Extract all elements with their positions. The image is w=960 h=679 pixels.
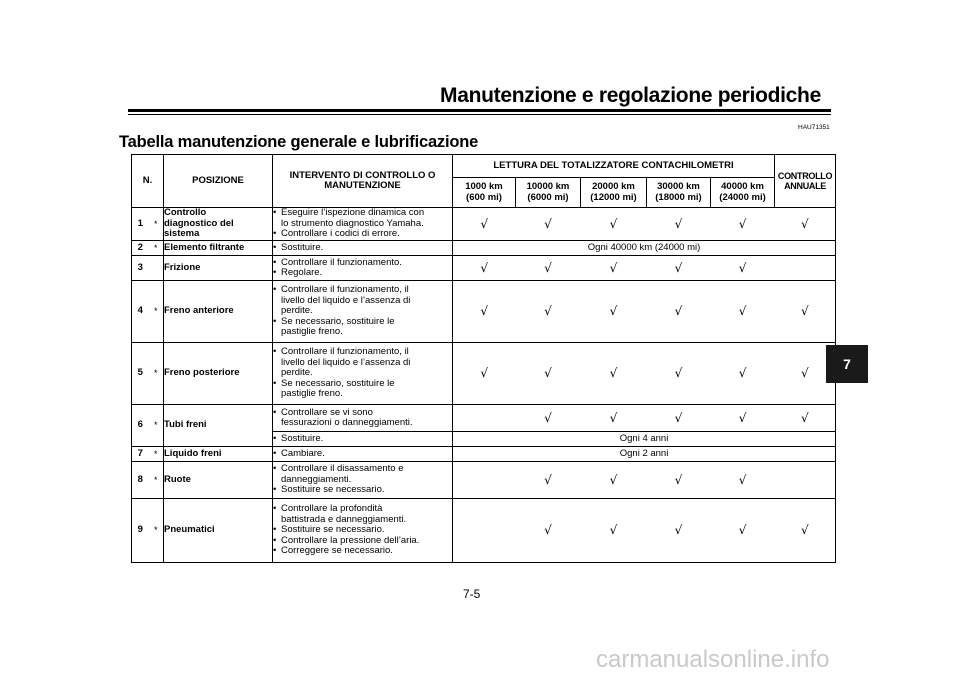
interval-span: Ogni 40000 km (24000 mi) bbox=[453, 241, 836, 256]
check-mark: √ bbox=[711, 208, 775, 241]
row-number: 6 bbox=[132, 405, 149, 447]
header-odo-4 bbox=[711, 178, 775, 208]
bullet-icon: • bbox=[273, 315, 277, 327]
action-line bbox=[273, 434, 452, 445]
action-text: Cambiare. bbox=[281, 447, 325, 459]
action-cell bbox=[273, 432, 453, 447]
check-mark: √ bbox=[647, 499, 711, 563]
bullet-icon bbox=[273, 358, 281, 369]
header-odo-km: 1000 km bbox=[465, 181, 503, 192]
action-text: lo strumento diagnostico Yamaha. bbox=[281, 217, 424, 229]
bullet-icon: • bbox=[273, 228, 277, 240]
row-position bbox=[164, 241, 273, 256]
empty-mark bbox=[775, 256, 836, 281]
bullet-icon: • bbox=[273, 447, 277, 459]
action-cell bbox=[273, 281, 453, 343]
table-row bbox=[132, 499, 836, 563]
bullet-icon bbox=[273, 296, 281, 307]
empty-mark bbox=[453, 462, 516, 499]
action-text: battistrada e danneggiamenti. bbox=[281, 513, 407, 525]
action-text: Se necessario, sostituire le bbox=[281, 315, 395, 327]
row-position bbox=[164, 343, 273, 405]
action-cell bbox=[273, 462, 453, 499]
check-mark: √ bbox=[516, 462, 581, 499]
position-line: Controllo bbox=[164, 207, 207, 219]
action-text: perdite. bbox=[281, 367, 313, 379]
header-n: N. bbox=[132, 155, 164, 208]
check-mark: √ bbox=[516, 343, 581, 405]
row-star: * bbox=[149, 208, 164, 241]
position-line: Liquido freni bbox=[164, 447, 222, 459]
position-line: Frizione bbox=[164, 261, 201, 273]
bullet-icon: • bbox=[273, 346, 277, 358]
row-star: * bbox=[149, 343, 164, 405]
action-text: Controllare il funzionamento. bbox=[281, 256, 402, 268]
action-text: livello del liquido e l’assenza di bbox=[281, 356, 411, 368]
check-mark: √ bbox=[647, 405, 711, 432]
chapter-tab: 7 bbox=[826, 345, 868, 383]
bullet-icon bbox=[273, 389, 281, 400]
check-mark: √ bbox=[581, 281, 647, 343]
bullet-icon: • bbox=[273, 241, 277, 253]
position-line: sistema bbox=[164, 228, 200, 240]
action-text: Se necessario, sostituire le bbox=[281, 377, 395, 389]
table-row bbox=[132, 241, 836, 256]
header-posizione: POSIZIONE bbox=[164, 155, 273, 208]
action-cell bbox=[273, 256, 453, 281]
check-mark: √ bbox=[581, 256, 647, 281]
action-line bbox=[273, 485, 452, 496]
check-mark: √ bbox=[775, 343, 836, 405]
row-position bbox=[164, 405, 273, 447]
action-text: Controllare se vi sono bbox=[281, 406, 373, 418]
position-line: Ruote bbox=[164, 473, 191, 485]
action-cell bbox=[273, 405, 453, 432]
position-line: Freno anteriore bbox=[164, 305, 234, 317]
maintenance-table bbox=[131, 154, 836, 563]
position-line: Freno posteriore bbox=[164, 367, 240, 379]
action-cell bbox=[273, 241, 453, 256]
check-mark: √ bbox=[516, 208, 581, 241]
row-position bbox=[164, 462, 273, 499]
action-text: Correggere se necessario. bbox=[281, 545, 393, 557]
header-odo-mi: (600 mi) bbox=[466, 191, 502, 203]
row-position bbox=[164, 499, 273, 563]
check-mark: √ bbox=[516, 499, 581, 563]
check-mark: √ bbox=[453, 281, 516, 343]
check-mark: √ bbox=[516, 281, 581, 343]
empty-mark bbox=[453, 405, 516, 432]
header-odo-1 bbox=[516, 178, 581, 208]
action-text: Controllare il funzionamento, il bbox=[281, 284, 409, 296]
check-mark: √ bbox=[711, 256, 775, 281]
check-mark: √ bbox=[581, 208, 647, 241]
action-line bbox=[273, 243, 452, 254]
bullet-icon: • bbox=[273, 432, 277, 444]
row-star: * bbox=[149, 499, 164, 563]
action-text: Eseguire l’ispezione dinamica con bbox=[281, 207, 425, 219]
check-mark: √ bbox=[647, 343, 711, 405]
bullet-icon: • bbox=[273, 463, 277, 475]
action-cell bbox=[273, 343, 453, 405]
check-mark: √ bbox=[775, 499, 836, 563]
action-text: livello del liquido e l’assenza di bbox=[281, 294, 411, 306]
bullet-icon: • bbox=[273, 377, 277, 389]
check-mark: √ bbox=[453, 256, 516, 281]
action-line bbox=[273, 418, 452, 429]
header-rule-thin bbox=[128, 114, 831, 115]
bullet-icon: • bbox=[273, 267, 277, 278]
check-mark: √ bbox=[711, 343, 775, 405]
empty-mark bbox=[775, 462, 836, 499]
header-intervento: INTERVENTO DI CONTROLLO O MANUTENZIONE bbox=[273, 155, 453, 208]
header-rule-thick bbox=[128, 109, 831, 112]
row-position bbox=[164, 281, 273, 343]
action-cell bbox=[273, 499, 453, 563]
row-star bbox=[149, 256, 164, 281]
position-line: diagnostico del bbox=[164, 217, 234, 229]
table-row bbox=[132, 462, 836, 499]
row-star: * bbox=[149, 405, 164, 447]
table-row bbox=[132, 208, 836, 241]
row-position bbox=[164, 447, 273, 462]
header-odo-km: 10000 km bbox=[526, 181, 570, 192]
action-text: perdite. bbox=[281, 305, 313, 317]
check-mark: √ bbox=[647, 281, 711, 343]
check-mark: √ bbox=[647, 462, 711, 499]
row-position bbox=[164, 208, 273, 241]
bullet-icon: • bbox=[273, 524, 277, 536]
header-controllo-annuale: CONTROLLO ANNUALE bbox=[775, 155, 836, 208]
check-mark: √ bbox=[711, 499, 775, 563]
header-odo-mi: (18000 mi) bbox=[655, 191, 702, 203]
header-odo-mi: (6000 mi) bbox=[527, 191, 569, 203]
table-row bbox=[132, 281, 836, 343]
section-title: Tabella manutenzione generale e lubrificazione bbox=[119, 133, 479, 151]
action-text: Controllare la pressione dell’aria. bbox=[281, 534, 420, 546]
action-line bbox=[273, 389, 452, 400]
bullet-icon: • bbox=[273, 484, 277, 496]
bullet-icon bbox=[273, 418, 281, 429]
check-mark: √ bbox=[711, 405, 775, 432]
check-mark: √ bbox=[775, 208, 836, 241]
action-text: Sostituire. bbox=[281, 241, 324, 253]
action-text: Sostituire se necessario. bbox=[281, 524, 385, 536]
document-code: HAU71351 bbox=[798, 124, 830, 131]
row-star: * bbox=[149, 447, 164, 462]
bullet-icon: • bbox=[273, 207, 277, 219]
action-cell bbox=[273, 208, 453, 241]
header-odo-km: 30000 km bbox=[657, 181, 700, 192]
check-mark: √ bbox=[775, 405, 836, 432]
header-odo-km: 20000 km bbox=[592, 181, 635, 192]
action-text: danneggiamenti. bbox=[281, 473, 352, 485]
bullet-icon: • bbox=[273, 406, 277, 418]
interval-span: Ogni 2 anni bbox=[453, 447, 836, 462]
action-text: pastiglie freno. bbox=[281, 388, 343, 400]
row-number: 3 bbox=[132, 256, 149, 281]
check-mark: √ bbox=[453, 343, 516, 405]
action-line bbox=[273, 327, 452, 338]
interval-span: Ogni 4 anni bbox=[453, 432, 836, 447]
table-row bbox=[132, 256, 836, 281]
action-line bbox=[273, 229, 452, 240]
check-mark: √ bbox=[647, 208, 711, 241]
header-odo-km: 40000 km bbox=[721, 181, 764, 192]
page-number: 7-5 bbox=[463, 587, 481, 601]
row-number: 5 bbox=[132, 343, 149, 405]
table-row bbox=[132, 343, 836, 405]
action-cell bbox=[273, 447, 453, 462]
check-mark: √ bbox=[516, 405, 581, 432]
bullet-icon: • bbox=[273, 545, 277, 557]
action-text: Sostituire. bbox=[281, 432, 324, 444]
row-number: 9 bbox=[132, 499, 149, 563]
row-number: 1 bbox=[132, 208, 149, 241]
check-mark: √ bbox=[581, 499, 647, 563]
header-lettura: LETTURA DEL TOTALIZZATORE CONTACHILOMETRI bbox=[453, 155, 775, 178]
check-mark: √ bbox=[581, 343, 647, 405]
action-text: Sostituire se necessario. bbox=[281, 484, 385, 496]
row-number: 4 bbox=[132, 281, 149, 343]
action-line bbox=[273, 268, 452, 279]
table-row bbox=[132, 447, 836, 462]
page-header-title: Manutenzione e regolazione periodiche bbox=[440, 84, 821, 107]
action-text: Regolare. bbox=[281, 267, 323, 278]
check-mark: √ bbox=[647, 256, 711, 281]
action-text: Controllare i codici di errore. bbox=[281, 228, 400, 240]
header-odo-0 bbox=[453, 178, 516, 208]
action-text: Controllare il disassamento e bbox=[281, 463, 404, 475]
check-mark: √ bbox=[453, 208, 516, 241]
action-line bbox=[273, 449, 452, 460]
check-mark: √ bbox=[711, 462, 775, 499]
row-number: 7 bbox=[132, 447, 149, 462]
watermark: carmanualsonline.info bbox=[596, 646, 830, 673]
header-odo-2 bbox=[581, 178, 647, 208]
action-text: Controllare la profondità bbox=[281, 503, 383, 515]
bullet-icon: • bbox=[273, 284, 277, 296]
empty-mark bbox=[453, 499, 516, 563]
header-odo-3 bbox=[647, 178, 711, 208]
bullet-icon: • bbox=[273, 503, 277, 515]
position-line: Tubi freni bbox=[164, 419, 207, 431]
action-text: fessurazioni o danneggiamenti. bbox=[281, 417, 413, 428]
position-line: Pneumatici bbox=[164, 524, 215, 536]
check-mark: √ bbox=[775, 281, 836, 343]
table-body bbox=[132, 208, 836, 563]
table-header bbox=[132, 155, 836, 208]
action-text: pastiglie freno. bbox=[281, 326, 343, 338]
bullet-icon: • bbox=[273, 256, 277, 268]
check-mark: √ bbox=[581, 462, 647, 499]
check-mark: √ bbox=[711, 281, 775, 343]
row-star: * bbox=[149, 281, 164, 343]
action-line bbox=[273, 546, 452, 557]
bullet-icon: • bbox=[273, 534, 277, 546]
row-number: 8 bbox=[132, 462, 149, 499]
check-mark: √ bbox=[516, 256, 581, 281]
row-number: 2 bbox=[132, 241, 149, 256]
header-odo-mi: (24000 mi) bbox=[719, 191, 766, 203]
row-star: * bbox=[149, 462, 164, 499]
bullet-icon bbox=[273, 327, 281, 338]
table-row bbox=[132, 405, 836, 432]
row-position bbox=[164, 256, 273, 281]
check-mark: √ bbox=[581, 405, 647, 432]
position-line: Elemento filtrante bbox=[164, 241, 245, 253]
action-text: Controllare il funzionamento, il bbox=[281, 346, 409, 358]
row-star: * bbox=[149, 241, 164, 256]
header-odo-mi: (12000 mi) bbox=[590, 191, 637, 203]
